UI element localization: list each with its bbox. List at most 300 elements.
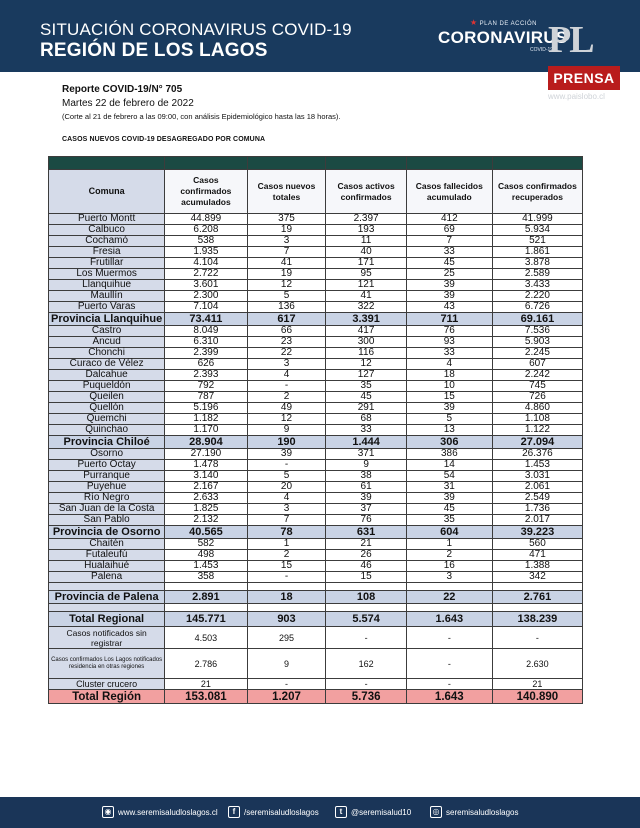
cell-comuna: Llanquihue: [49, 280, 165, 291]
cell-value: 5.574: [326, 612, 406, 627]
cell-value: 2: [247, 392, 326, 403]
star-icon: ★: [470, 18, 478, 27]
table-row: [49, 561, 583, 572]
cell-value: 3.031: [492, 471, 582, 482]
cell-value: 153.081: [165, 690, 247, 704]
cell-value: 300: [326, 337, 406, 348]
province-total-row: [49, 436, 583, 449]
cell-value: 2: [406, 550, 492, 561]
table-row: [49, 449, 583, 460]
cell-value: 342: [492, 572, 582, 583]
cell-value: 745: [492, 381, 582, 392]
table-row: [49, 214, 583, 225]
cell-comuna: Quinchao: [49, 425, 165, 436]
cell-value: 39: [247, 449, 326, 460]
cell-value: 471: [492, 550, 582, 561]
cell-value: 560: [492, 539, 582, 550]
cell-comuna: Curaco de Vélez: [49, 359, 165, 370]
cell-value: 626: [165, 359, 247, 370]
cell-value: 2.397: [326, 214, 406, 225]
cell-value: -: [247, 460, 326, 471]
facebook-icon: f: [228, 806, 240, 818]
table-row: [49, 326, 583, 337]
instagram-icon: ◎: [430, 806, 442, 818]
column-header: Casos nuevos totales: [247, 170, 326, 214]
cell-value: 5: [247, 291, 326, 302]
cell-comuna: Maullín: [49, 291, 165, 302]
cell-value: 2.220: [492, 291, 582, 302]
cell-value: 2.017: [492, 515, 582, 526]
cell-value: 1.444: [326, 436, 406, 449]
spacer-row: [49, 583, 583, 591]
cell-comuna: Total Regional: [49, 612, 165, 627]
cell-value: 28.904: [165, 436, 247, 449]
cell-value: 9: [247, 425, 326, 436]
cell-value: 1.736: [492, 504, 582, 515]
cell-value: 193: [326, 225, 406, 236]
table-row: [49, 572, 583, 583]
cell-comuna: San Pablo: [49, 515, 165, 526]
cell-value: [406, 583, 492, 591]
cell-value: 93: [406, 337, 492, 348]
column-header: Casos confirmados recuperados: [492, 170, 582, 214]
cell-value: [247, 583, 326, 591]
cell-comuna: Río Negro: [49, 493, 165, 504]
cell-comuna: Provincia de Osorno: [49, 526, 165, 539]
cell-comuna: Provincia Llanquihue: [49, 313, 165, 326]
cell-value: 9: [326, 460, 406, 471]
table-row: [49, 381, 583, 392]
cell-value: 903: [247, 612, 326, 627]
cell-value: 39: [406, 403, 492, 414]
cell-comuna: Fresia: [49, 247, 165, 258]
cell-value: 1.122: [492, 425, 582, 436]
cell-value: 4: [247, 493, 326, 504]
cell-value: 1.170: [165, 425, 247, 436]
cell-comuna: Palena: [49, 572, 165, 583]
cell-value: 617: [247, 313, 326, 326]
cell-value: -: [406, 627, 492, 649]
cell-value: 11: [326, 236, 406, 247]
cell-value: 27.094: [492, 436, 582, 449]
cell-value: 1.825: [165, 504, 247, 515]
cell-value: 66: [247, 326, 326, 337]
table-row: [49, 337, 583, 348]
cell-value: 3.878: [492, 258, 582, 269]
cell-value: -: [406, 649, 492, 679]
cell-value: 8.049: [165, 326, 247, 337]
cell-value: 3.601: [165, 280, 247, 291]
cell-value: 140.890: [492, 690, 582, 704]
table-row: [49, 515, 583, 526]
cell-value: 375: [247, 214, 326, 225]
cell-value: 33: [326, 425, 406, 436]
table-row: [49, 504, 583, 515]
cell-comuna: Puerto Montt: [49, 214, 165, 225]
watermark-url: www.paislobo.cl: [548, 92, 605, 101]
coronavirus-logo: CORONAVIRUS: [438, 28, 568, 47]
footer-instagram[interactable]: ◎ seremisaludloslagos: [430, 806, 518, 818]
cell-comuna: Chonchi: [49, 348, 165, 359]
table-top-bar: [49, 157, 583, 170]
cell-value: 4.860: [492, 403, 582, 414]
cell-value: 1.643: [406, 612, 492, 627]
province-total-row: [49, 313, 583, 326]
cell-comuna: Ancud: [49, 337, 165, 348]
cell-value: 417: [326, 326, 406, 337]
cell-value: 41: [247, 258, 326, 269]
table-row: [49, 550, 583, 561]
cell-value: 521: [492, 236, 582, 247]
cell-value: [165, 583, 247, 591]
cell-value: 190: [247, 436, 326, 449]
table-row: [49, 359, 583, 370]
cell-value: 14: [406, 460, 492, 471]
table-row: [49, 370, 583, 381]
cell-value: 291: [326, 403, 406, 414]
cell-value: 538: [165, 236, 247, 247]
cell-value: [406, 604, 492, 612]
cell-comuna: Frutillar: [49, 258, 165, 269]
cell-value: -: [326, 679, 406, 690]
column-header: Casos fallecidos acumulado: [406, 170, 492, 214]
table-row: [49, 403, 583, 414]
cell-value: -: [247, 679, 326, 690]
cell-value: 41: [326, 291, 406, 302]
header-banner: [0, 0, 640, 72]
cell-comuna: Hualaihué: [49, 561, 165, 572]
cell-value: [247, 604, 326, 612]
cell-value: 306: [406, 436, 492, 449]
table-row: [49, 482, 583, 493]
cell-value: 787: [165, 392, 247, 403]
cell-value: 5.934: [492, 225, 582, 236]
cell-value: [492, 604, 582, 612]
report-note: (Corte al 21 de febrero a las 09:00, con análisis Epidemiológico hasta las 18 horas).: [62, 112, 341, 121]
cell-value: 1: [406, 539, 492, 550]
cell-comuna: [49, 583, 165, 591]
cell-value: [326, 604, 406, 612]
total-row: [49, 612, 583, 627]
cell-comuna: Dalcahue: [49, 370, 165, 381]
cell-value: 7: [247, 247, 326, 258]
cell-value: 171: [326, 258, 406, 269]
footer-bar: [0, 797, 640, 828]
cell-value: [326, 583, 406, 591]
cell-value: -: [247, 381, 326, 392]
cell-value: 37: [326, 504, 406, 515]
cell-value: 2.891: [165, 591, 247, 604]
grand-row: [49, 690, 583, 704]
cell-value: 1.861: [492, 247, 582, 258]
cell-value: 386: [406, 449, 492, 460]
cell-value: 116: [326, 348, 406, 359]
cell-value: 3.433: [492, 280, 582, 291]
cell-value: 2.300: [165, 291, 247, 302]
cell-value: -: [492, 627, 582, 649]
table-row: [49, 291, 583, 302]
cell-value: 1.388: [492, 561, 582, 572]
watermark-prensa: PRENSA: [548, 66, 620, 90]
table-row: [49, 425, 583, 436]
cell-value: -: [406, 679, 492, 690]
cell-value: 54: [406, 471, 492, 482]
cell-value: 1.182: [165, 414, 247, 425]
table-row: [49, 392, 583, 403]
cell-value: 2.549: [492, 493, 582, 504]
cell-comuna: Quellón: [49, 403, 165, 414]
cell-value: 44.899: [165, 214, 247, 225]
column-header: Casos activos confirmados: [326, 170, 406, 214]
cell-value: 19: [247, 269, 326, 280]
cell-value: 49: [247, 403, 326, 414]
cell-value: 7: [247, 515, 326, 526]
cell-value: 2.630: [492, 649, 582, 679]
footer-twitter[interactable]: t @seremisalud10: [335, 806, 411, 818]
cell-value: 5.736: [326, 690, 406, 704]
cell-value: 7.104: [165, 302, 247, 313]
cell-value: 45: [326, 392, 406, 403]
cell-value: 38: [326, 471, 406, 482]
cell-value: 16: [406, 561, 492, 572]
report-title: Reporte COVID-19/N° 705: [62, 84, 183, 95]
cell-comuna: Los Muermos: [49, 269, 165, 280]
cell-value: 31: [406, 482, 492, 493]
table-row: [49, 269, 583, 280]
cell-comuna: Castro: [49, 326, 165, 337]
cell-value: 21: [165, 679, 247, 690]
cell-comuna: Cluster crucero: [49, 679, 165, 690]
table-row: [49, 280, 583, 291]
cell-value: 1.108: [492, 414, 582, 425]
cell-comuna: Purranque: [49, 471, 165, 482]
cell-value: 607: [492, 359, 582, 370]
column-header: Casos confirmados acumulados: [165, 170, 247, 214]
cell-value: 108: [326, 591, 406, 604]
cell-value: [492, 583, 582, 591]
cell-value: 39.223: [492, 526, 582, 539]
cell-value: 4.104: [165, 258, 247, 269]
cell-comuna: Casos notificados sin registrar: [49, 627, 165, 649]
cell-value: 13: [406, 425, 492, 436]
cell-value: 15: [406, 392, 492, 403]
cell-value: 27.190: [165, 449, 247, 460]
cell-value: 358: [165, 572, 247, 583]
cell-value: 631: [326, 526, 406, 539]
cell-value: 2.722: [165, 269, 247, 280]
cell-value: 3.140: [165, 471, 247, 482]
province-total-row: [49, 526, 583, 539]
cell-value: 3: [247, 359, 326, 370]
table-row: [49, 302, 583, 313]
cell-value: 1: [247, 539, 326, 550]
cell-value: 2.245: [492, 348, 582, 359]
table-row: [49, 471, 583, 482]
cell-value: 1.453: [492, 460, 582, 471]
cell-value: 792: [165, 381, 247, 392]
cell-value: 2.589: [492, 269, 582, 280]
plan-label: ★ PLAN DE ACCIÓN: [470, 18, 538, 27]
cell-value: 2: [247, 550, 326, 561]
cell-value: 25: [406, 269, 492, 280]
cell-value: 5: [406, 414, 492, 425]
cell-value: 26: [326, 550, 406, 561]
table-row: [49, 460, 583, 471]
cell-value: 18: [406, 370, 492, 381]
cell-value: 162: [326, 649, 406, 679]
table-row: [49, 414, 583, 425]
cell-value: 40.565: [165, 526, 247, 539]
cell-value: 68: [326, 414, 406, 425]
cell-value: 1.478: [165, 460, 247, 471]
cell-value: 6.310: [165, 337, 247, 348]
cell-value: 45: [406, 258, 492, 269]
cell-value: 604: [406, 526, 492, 539]
cell-value: 26.376: [492, 449, 582, 460]
cell-comuna: Total Región: [49, 690, 165, 704]
cell-value: 4: [406, 359, 492, 370]
cell-value: 76: [326, 515, 406, 526]
cell-value: -: [326, 627, 406, 649]
twitter-icon: t: [335, 806, 347, 818]
column-header: Comuna: [49, 170, 165, 214]
table-row: [49, 348, 583, 359]
cell-value: 2.633: [165, 493, 247, 504]
watermark-logo: [548, 19, 614, 66]
cell-value: 138.239: [492, 612, 582, 627]
cell-value: 4: [247, 370, 326, 381]
cell-value: 21: [492, 679, 582, 690]
cell-value: 22: [247, 348, 326, 359]
cell-value: 78: [247, 526, 326, 539]
cell-value: 3: [247, 236, 326, 247]
cell-comuna: Puqueldón: [49, 381, 165, 392]
cell-comuna: Casos confirmados Los Lagos notificados residencia en otras regiones: [49, 649, 165, 679]
header-title-line1: SITUACIÓN CORONAVIRUS COVID-19: [40, 20, 352, 39]
cell-value: [165, 604, 247, 612]
table-row: [49, 225, 583, 236]
cell-value: 76: [406, 326, 492, 337]
cell-comuna: [49, 604, 165, 612]
table-header-row: [49, 170, 583, 214]
section-title: CASOS NUEVOS COVID-19 DESAGREGADO POR COMUNA: [62, 136, 266, 143]
cell-value: 5.903: [492, 337, 582, 348]
cell-value: 45: [406, 504, 492, 515]
cell-value: 33: [406, 348, 492, 359]
report-date: Martes 22 de febrero de 2022: [62, 98, 194, 109]
table-row: [49, 493, 583, 504]
cell-value: 295: [247, 627, 326, 649]
cell-value: 2.167: [165, 482, 247, 493]
cell-value: 69: [406, 225, 492, 236]
cell-value: 1.207: [247, 690, 326, 704]
cell-value: 2.786: [165, 649, 247, 679]
table-row: [49, 539, 583, 550]
watermark-mark: PL: [548, 19, 593, 61]
cell-comuna: Osorno: [49, 449, 165, 460]
cell-value: 35: [326, 381, 406, 392]
province-total-row: [49, 591, 583, 604]
cell-value: 12: [247, 414, 326, 425]
cell-comuna: Futaleufú: [49, 550, 165, 561]
coronavirus-logo-sub: COVID-19: [530, 47, 554, 53]
table-row: [49, 258, 583, 269]
footer-web[interactable]: ◉ www.seremisaludloslagos.cl: [102, 806, 218, 818]
cell-value: 371: [326, 449, 406, 460]
cell-value: 498: [165, 550, 247, 561]
cell-comuna: Provincia de Palena: [49, 591, 165, 604]
cell-value: 39: [406, 291, 492, 302]
cell-value: 121: [326, 280, 406, 291]
cell-value: 6.726: [492, 302, 582, 313]
cell-value: 3.391: [326, 313, 406, 326]
cell-value: 145.771: [165, 612, 247, 627]
footer-facebook[interactable]: f /seremisaludloslagos: [228, 806, 319, 818]
cell-value: 41.999: [492, 214, 582, 225]
cell-comuna: San Juan de la Costa: [49, 504, 165, 515]
cell-comuna: Cochamó: [49, 236, 165, 247]
extra-row: [49, 627, 583, 649]
cell-value: 21: [326, 539, 406, 550]
cell-value: 2.242: [492, 370, 582, 381]
cell-value: 69.161: [492, 313, 582, 326]
table-row: [49, 236, 583, 247]
cell-value: 9: [247, 649, 326, 679]
cell-value: 136: [247, 302, 326, 313]
cell-comuna: Queilen: [49, 392, 165, 403]
cell-value: 1.643: [406, 690, 492, 704]
cell-value: 19: [247, 225, 326, 236]
cell-value: 2.393: [165, 370, 247, 381]
cell-value: 22: [406, 591, 492, 604]
cell-value: 12: [247, 280, 326, 291]
cell-comuna: Chaitén: [49, 539, 165, 550]
cell-value: 5.196: [165, 403, 247, 414]
cell-value: 15: [247, 561, 326, 572]
cell-value: 726: [492, 392, 582, 403]
cell-value: 7.536: [492, 326, 582, 337]
cell-value: 43: [406, 302, 492, 313]
cell-value: 39: [406, 280, 492, 291]
cell-value: 1.935: [165, 247, 247, 258]
cell-comuna: Calbuco: [49, 225, 165, 236]
table-row: [49, 247, 583, 258]
cell-value: 39: [326, 493, 406, 504]
cell-value: 1.453: [165, 561, 247, 572]
cell-value: 10: [406, 381, 492, 392]
extra2-row: [49, 649, 583, 679]
cell-value: 46: [326, 561, 406, 572]
cell-comuna: Puerto Varas: [49, 302, 165, 313]
cell-value: 582: [165, 539, 247, 550]
cell-value: 412: [406, 214, 492, 225]
cell-value: 2.061: [492, 482, 582, 493]
cell-comuna: Puyehue: [49, 482, 165, 493]
cell-value: 73.411: [165, 313, 247, 326]
cell-comuna: Provincia Chiloé: [49, 436, 165, 449]
cell-value: 4.503: [165, 627, 247, 649]
cell-value: 2.399: [165, 348, 247, 359]
header-title-line2: REGIÓN DE LOS LAGOS: [40, 40, 268, 61]
spacer-row: [49, 604, 583, 612]
cell-value: 40: [326, 247, 406, 258]
cell-value: 322: [326, 302, 406, 313]
cell-value: 18: [247, 591, 326, 604]
cell-value: 35: [406, 515, 492, 526]
cell-value: 5: [247, 471, 326, 482]
cell-value: 3: [406, 572, 492, 583]
cell-comuna: Puerto Octay: [49, 460, 165, 471]
